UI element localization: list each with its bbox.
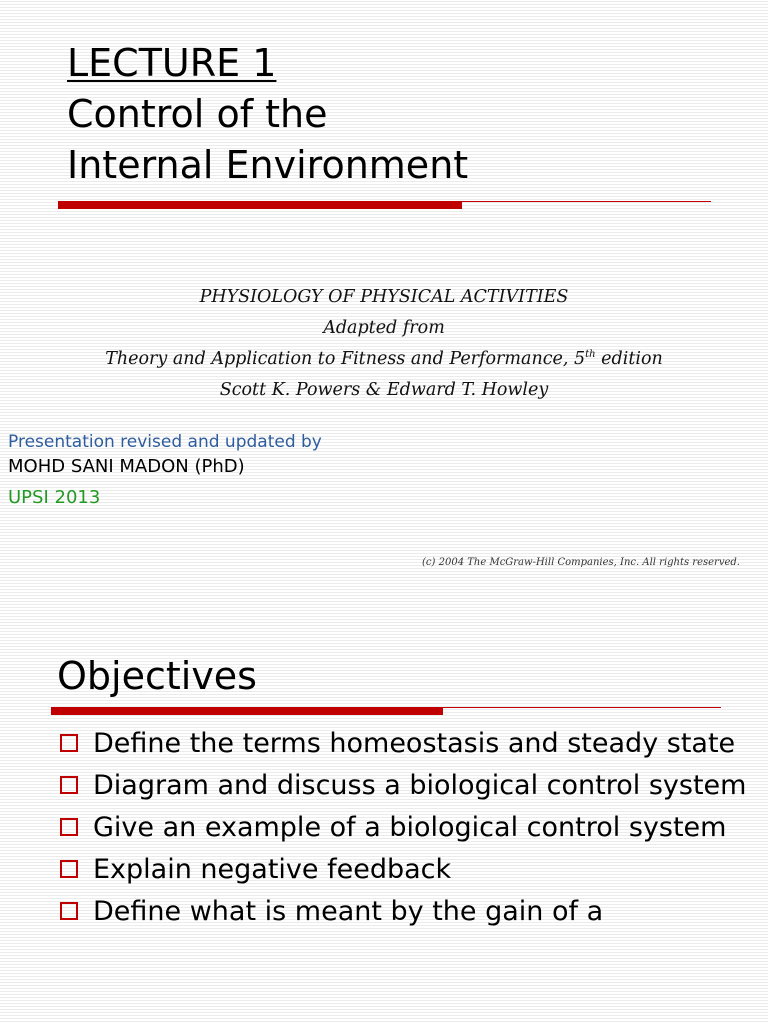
- book-authors: Scott K. Powers & Edward T. Howley: [219, 380, 549, 400]
- list-item: [60, 726, 750, 762]
- objective-text: Explain negative feedback: [93, 854, 452, 885]
- square-bullet-icon: [60, 734, 78, 752]
- slide-objectives: [0, 630, 768, 1024]
- revised-by-label: Presentation revised and updated by: [8, 432, 322, 452]
- square-bullet-icon: [60, 902, 78, 920]
- list-item: [60, 894, 750, 930]
- book-title: Theory and Application to Fitness and Performance, 5th edition: [105, 349, 663, 369]
- objective-text: Diagram and discuss a biological control system: [93, 770, 747, 801]
- list-item: [60, 810, 750, 846]
- list-item: [60, 852, 750, 888]
- title-rule-thick: [58, 201, 462, 209]
- copyright-notice: (c) 2004 The McGraw-Hill Companies, Inc. All rights reserved.: [422, 557, 740, 568]
- lecture-number: LECTURE 1: [67, 41, 277, 85]
- institution-year: UPSI 2013: [8, 487, 101, 508]
- objective-text: Give an example of a biological control system: [93, 812, 727, 843]
- objective-text: Define the terms homeostasis and steady state: [93, 728, 736, 759]
- objectives-heading: Objectives: [57, 654, 257, 698]
- square-bullet-icon: [60, 776, 78, 794]
- lecture-title-line-1: Control of the: [67, 92, 328, 136]
- lecture-title-line-2: Internal Environment: [67, 143, 469, 187]
- course-name: PHYSIOLOGY OF PHYSICAL ACTIVITIES: [199, 287, 569, 307]
- edition-superscript: th: [585, 349, 596, 361]
- list-item: [60, 768, 750, 804]
- reviser-name: MOHD SANI MADON (PhD): [8, 456, 245, 477]
- slide-title-heading: [67, 38, 747, 191]
- square-bullet-icon: [60, 860, 78, 878]
- adapted-from: Adapted from: [323, 318, 445, 338]
- objective-text: Define what is meant by the gain of a: [93, 896, 604, 927]
- course-info: [0, 282, 768, 406]
- objectives-list: [60, 726, 750, 936]
- objectives-rule-thick: [51, 707, 443, 715]
- square-bullet-icon: [60, 818, 78, 836]
